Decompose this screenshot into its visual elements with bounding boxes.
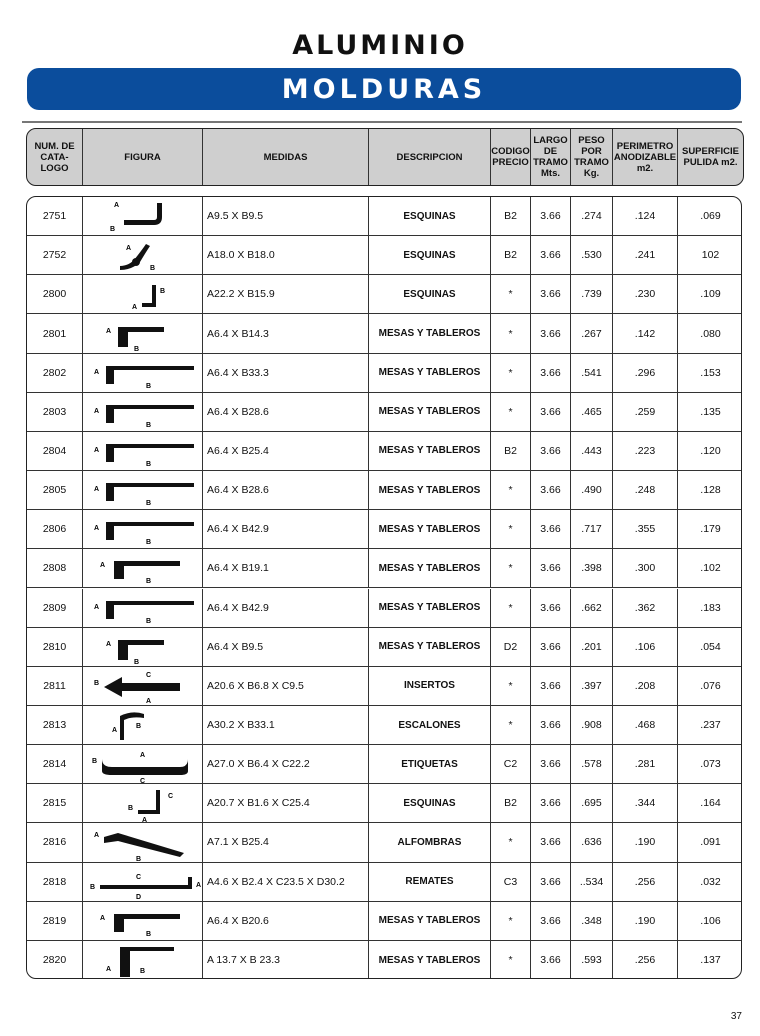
cell-code: * bbox=[491, 393, 531, 431]
cell-largo: 3.66 bbox=[531, 628, 571, 666]
cell-num: 2813 bbox=[27, 706, 83, 744]
cell-sup: .120 bbox=[700, 444, 721, 457]
cell-desc: MESAS Y TABLEROS bbox=[369, 941, 491, 979]
cell-peso: .398 bbox=[571, 549, 613, 587]
cell-perim: .468 bbox=[613, 706, 678, 744]
cell-code: B2 bbox=[491, 432, 531, 470]
svg-text:B: B bbox=[145, 578, 151, 586]
cell-num: 2801 bbox=[27, 314, 83, 352]
cell-largo: 3.66 bbox=[531, 823, 571, 861]
col-header-perimetro: PERIMETRO ANODIZABLE m2. bbox=[613, 129, 678, 185]
cell-perim: .344 bbox=[613, 784, 678, 822]
profile-figure bbox=[83, 667, 203, 705]
table-row bbox=[27, 236, 742, 275]
cell-num: 2752 bbox=[27, 236, 83, 274]
cell-largo: 3.66 bbox=[531, 667, 571, 705]
profile-figure bbox=[83, 902, 203, 940]
cell-largo: 3.66 bbox=[531, 902, 571, 940]
cell-peso: .348 bbox=[571, 902, 613, 940]
profile-figure bbox=[83, 236, 203, 274]
cell-perim: .223 bbox=[613, 432, 678, 470]
cell-sup: 102 bbox=[701, 249, 720, 262]
cell-medidas: A18.0 X B18.0 bbox=[203, 236, 369, 274]
cell-peso: .530 bbox=[571, 236, 613, 274]
svg-text:B: B bbox=[109, 226, 115, 234]
svg-text:C: C bbox=[139, 778, 145, 784]
svg-text:B: B bbox=[139, 968, 145, 976]
profile-figure bbox=[83, 628, 203, 666]
cell-num: 2809 bbox=[27, 589, 83, 627]
table-row bbox=[27, 745, 742, 784]
cell-sup: .106 bbox=[700, 914, 721, 927]
cell-peso: .201 bbox=[571, 628, 613, 666]
cell-desc: ESQUINAS bbox=[369, 197, 491, 235]
cell-num: 2804 bbox=[27, 432, 83, 470]
cell-desc: ESCALONES bbox=[369, 706, 491, 744]
cell-medidas: A6.4 X B20.6 bbox=[203, 902, 369, 940]
cell-peso: .662 bbox=[571, 589, 613, 627]
svg-text:B: B bbox=[145, 421, 151, 429]
svg-text:C: C bbox=[145, 671, 151, 679]
cell-code: C2 bbox=[491, 745, 531, 783]
cell-desc: ESQUINAS bbox=[369, 784, 491, 822]
cell-perim: .124 bbox=[613, 197, 678, 235]
cell-perim: .208 bbox=[613, 667, 678, 705]
svg-text:B: B bbox=[145, 617, 151, 625]
cell-sup: .109 bbox=[700, 288, 721, 301]
cell-peso: .636 bbox=[571, 823, 613, 861]
cell-desc: ESQUINAS bbox=[369, 236, 491, 274]
cell-sup: .128 bbox=[700, 484, 721, 497]
cell-peso: ..534 bbox=[571, 863, 613, 901]
profile-figure bbox=[83, 275, 203, 313]
svg-text:A: A bbox=[93, 486, 99, 494]
cell-sup: .179 bbox=[700, 523, 721, 536]
cell-largo: 3.66 bbox=[531, 354, 571, 392]
cell-perim: .248 bbox=[613, 471, 678, 509]
cell-num: 2819 bbox=[27, 902, 83, 940]
cell-largo: 3.66 bbox=[531, 589, 571, 627]
profile-figure bbox=[83, 393, 203, 431]
table-row bbox=[27, 863, 742, 902]
cell-perim: .230 bbox=[613, 275, 678, 313]
svg-text:A: A bbox=[105, 966, 111, 974]
cell-largo: 3.66 bbox=[531, 863, 571, 901]
svg-text:B: B bbox=[159, 288, 165, 296]
svg-text:A: A bbox=[93, 525, 99, 533]
cell-desc: MESAS Y TABLEROS bbox=[369, 589, 491, 627]
cell-code: * bbox=[491, 706, 531, 744]
cell-perim: .281 bbox=[613, 745, 678, 783]
cell-desc: MESAS Y TABLEROS bbox=[369, 432, 491, 470]
cell-code: B2 bbox=[491, 784, 531, 822]
cell-code: * bbox=[491, 549, 531, 587]
cell-code: * bbox=[491, 902, 531, 940]
table-header bbox=[26, 128, 744, 186]
profile-figure bbox=[83, 589, 203, 627]
cell-largo: 3.66 bbox=[531, 197, 571, 235]
svg-text:A: A bbox=[131, 304, 137, 312]
svg-text:B: B bbox=[145, 930, 151, 938]
cell-sup: .080 bbox=[700, 327, 721, 340]
cell-desc: MESAS Y TABLEROS bbox=[369, 314, 491, 352]
cell-num: 2806 bbox=[27, 510, 83, 548]
col-header-num: NUM. DE CATA- LOGO bbox=[27, 129, 83, 185]
cell-largo: 3.66 bbox=[531, 236, 571, 274]
cell-medidas: A6.4 X B9.5 bbox=[203, 628, 369, 666]
col-header-largo: LARGO DE TRAMO Mts. bbox=[531, 129, 571, 185]
cell-perim: .362 bbox=[613, 589, 678, 627]
profile-figure bbox=[83, 784, 203, 822]
cell-perim: .190 bbox=[613, 823, 678, 861]
cell-sup: .237 bbox=[700, 719, 721, 731]
svg-text:A: A bbox=[113, 202, 119, 210]
cell-code: B2 bbox=[491, 236, 531, 274]
cell-sup: .153 bbox=[700, 366, 721, 379]
cell-desc: ESQUINAS bbox=[369, 275, 491, 313]
cell-largo: 3.66 bbox=[531, 432, 571, 470]
col-header-figura: FIGURA bbox=[83, 129, 203, 185]
cell-num: 2818 bbox=[27, 863, 83, 901]
cell-sup: .102 bbox=[700, 562, 721, 575]
svg-text:B: B bbox=[93, 679, 99, 687]
cell-sup: .164 bbox=[700, 797, 721, 810]
cell-medidas: A6.4 X B19.1 bbox=[203, 549, 369, 587]
cell-medidas: A20.6 X B6.8 X C9.5 bbox=[203, 667, 369, 705]
svg-text:B: B bbox=[135, 723, 141, 730]
cell-largo: 3.66 bbox=[531, 549, 571, 587]
cell-num: 2811 bbox=[27, 667, 83, 705]
catalog-table bbox=[26, 196, 742, 979]
svg-text:A: A bbox=[145, 697, 151, 705]
svg-text:B: B bbox=[135, 856, 141, 862]
cell-desc: MESAS Y TABLEROS bbox=[369, 510, 491, 548]
profile-figure bbox=[83, 706, 203, 744]
table-row bbox=[27, 393, 742, 432]
cell-perim: .106 bbox=[613, 628, 678, 666]
cell-medidas: A6.4 X B14.3 bbox=[203, 314, 369, 352]
table-row bbox=[27, 314, 742, 353]
cell-code: * bbox=[491, 471, 531, 509]
profile-figure bbox=[83, 197, 203, 235]
cell-desc: ETIQUETAS bbox=[369, 745, 491, 783]
profile-figure bbox=[83, 432, 203, 470]
table-row bbox=[27, 706, 742, 745]
cell-num: 2803 bbox=[27, 393, 83, 431]
cell-peso: .578 bbox=[571, 745, 613, 783]
cell-peso: .908 bbox=[571, 706, 613, 744]
cell-num: 2800 bbox=[27, 275, 83, 313]
cell-code: * bbox=[491, 510, 531, 548]
svg-text:B: B bbox=[145, 539, 151, 547]
cell-code: * bbox=[491, 941, 531, 979]
svg-text:B: B bbox=[127, 805, 133, 813]
cell-medidas: A6.4 X B33.3 bbox=[203, 354, 369, 392]
cell-num: 2802 bbox=[27, 354, 83, 392]
svg-text:B: B bbox=[145, 382, 151, 390]
cell-largo: 3.66 bbox=[531, 471, 571, 509]
cell-peso: .397 bbox=[571, 667, 613, 705]
cell-peso: .593 bbox=[571, 941, 613, 979]
cell-code: * bbox=[491, 275, 531, 313]
cell-code: C3 bbox=[491, 863, 531, 901]
svg-text:B: B bbox=[149, 265, 155, 273]
table-row bbox=[27, 354, 742, 393]
svg-text:A: A bbox=[195, 881, 201, 889]
profile-figure bbox=[83, 314, 203, 352]
page-number: 37 bbox=[730, 1011, 742, 1022]
cell-sup: .054 bbox=[700, 640, 721, 653]
svg-text:A: A bbox=[93, 368, 99, 376]
table-row bbox=[27, 589, 742, 628]
cell-medidas: A22.2 X B15.9 bbox=[203, 275, 369, 313]
cell-medidas: A7.1 X B25.4 bbox=[203, 823, 369, 861]
cell-code: * bbox=[491, 589, 531, 627]
cell-sup: .137 bbox=[700, 954, 721, 967]
table-row bbox=[27, 432, 742, 471]
svg-text:B: B bbox=[91, 758, 97, 766]
svg-text:C: C bbox=[135, 873, 141, 881]
svg-text:A: A bbox=[105, 327, 111, 335]
table-row bbox=[27, 471, 742, 510]
svg-text:A: A bbox=[139, 752, 145, 760]
cell-medidas: A6.4 X B28.6 bbox=[203, 471, 369, 509]
cell-code: * bbox=[491, 667, 531, 705]
section-banner bbox=[27, 68, 741, 110]
cell-medidas: A6.4 X B42.9 bbox=[203, 589, 369, 627]
profile-figure bbox=[83, 510, 203, 548]
cell-desc: ALFOMBRAS bbox=[369, 823, 491, 861]
table-row bbox=[27, 823, 742, 862]
table-row bbox=[27, 510, 742, 549]
divider bbox=[22, 121, 742, 123]
svg-text:A: A bbox=[93, 407, 99, 415]
cell-desc: MESAS Y TABLEROS bbox=[369, 628, 491, 666]
cell-desc: REMATES bbox=[369, 863, 491, 901]
table-row bbox=[27, 197, 742, 236]
cell-sup: .032 bbox=[700, 875, 721, 888]
table-row bbox=[27, 549, 742, 588]
cell-largo: 3.66 bbox=[531, 510, 571, 548]
cell-perim: .259 bbox=[613, 393, 678, 431]
svg-text:B: B bbox=[145, 460, 151, 468]
cell-sup: .076 bbox=[700, 679, 721, 692]
svg-text:B: B bbox=[133, 658, 139, 666]
cell-medidas: A6.4 X B42.9 bbox=[203, 510, 369, 548]
profile-figure bbox=[83, 745, 203, 783]
cell-peso: .490 bbox=[571, 471, 613, 509]
profile-figure bbox=[83, 823, 203, 861]
cell-perim: .190 bbox=[613, 902, 678, 940]
cell-num: 2810 bbox=[27, 628, 83, 666]
cell-desc: MESAS Y TABLEROS bbox=[369, 902, 491, 940]
cell-code: * bbox=[491, 314, 531, 352]
cell-medidas: A20.7 X B1.6 X C25.4 bbox=[203, 784, 369, 822]
page-title: ALUMINIO bbox=[292, 30, 468, 61]
cell-sup: .183 bbox=[700, 601, 721, 614]
cell-code: B2 bbox=[491, 197, 531, 235]
cell-largo: 3.66 bbox=[531, 314, 571, 352]
svg-text:A: A bbox=[105, 640, 111, 648]
cell-largo: 3.66 bbox=[531, 706, 571, 744]
cell-perim: .256 bbox=[613, 941, 678, 979]
svg-text:C: C bbox=[167, 793, 173, 801]
cell-medidas: A30.2 X B33.1 bbox=[203, 706, 369, 744]
section-title: MOLDURAS bbox=[281, 73, 487, 105]
cell-num: 2808 bbox=[27, 549, 83, 587]
col-header-medidas: MEDIDAS bbox=[203, 129, 369, 185]
col-header-codigo: CODIGO PRECIO bbox=[491, 129, 531, 185]
cell-num: 2816 bbox=[27, 823, 83, 861]
svg-text:A: A bbox=[99, 562, 105, 570]
cell-perim: .355 bbox=[613, 510, 678, 548]
cell-largo: 3.66 bbox=[531, 745, 571, 783]
cell-medidas: A9.5 X B9.5 bbox=[203, 197, 369, 235]
svg-text:B: B bbox=[145, 500, 151, 508]
cell-desc: MESAS Y TABLEROS bbox=[369, 549, 491, 587]
cell-code: * bbox=[491, 823, 531, 861]
cell-peso: .465 bbox=[571, 393, 613, 431]
cell-perim: .142 bbox=[613, 314, 678, 352]
cell-largo: 3.66 bbox=[531, 393, 571, 431]
cell-peso: .695 bbox=[571, 784, 613, 822]
cell-perim: .241 bbox=[613, 236, 678, 274]
svg-text:B: B bbox=[133, 345, 139, 353]
svg-text:A: A bbox=[93, 446, 99, 454]
table-row bbox=[27, 902, 742, 941]
svg-text:D: D bbox=[135, 893, 141, 901]
profile-figure bbox=[83, 471, 203, 509]
cell-medidas: A4.6 X B2.4 X C23.5 X D30.2 bbox=[203, 863, 369, 901]
svg-text:A: A bbox=[93, 832, 99, 840]
cell-largo: 3.66 bbox=[531, 275, 571, 313]
col-header-peso: PESO POR TRAMO Kg. bbox=[571, 129, 613, 185]
profile-figure bbox=[83, 354, 203, 392]
cell-num: 2805 bbox=[27, 471, 83, 509]
cell-num: 2814 bbox=[27, 745, 83, 783]
profile-figure bbox=[83, 941, 203, 979]
cell-num: 2820 bbox=[27, 941, 83, 979]
cell-peso: .541 bbox=[571, 354, 613, 392]
cell-sup: .091 bbox=[700, 836, 721, 849]
col-header-superficie: SUPERFICIE PULIDA m2. bbox=[681, 146, 739, 168]
cell-peso: .267 bbox=[571, 314, 613, 352]
cell-peso: .739 bbox=[571, 275, 613, 313]
svg-text:A: A bbox=[125, 245, 131, 253]
table-row bbox=[27, 628, 742, 667]
svg-text:B: B bbox=[89, 883, 95, 891]
cell-desc: MESAS Y TABLEROS bbox=[369, 354, 491, 392]
cell-perim: .296 bbox=[613, 354, 678, 392]
cell-peso: .274 bbox=[571, 197, 613, 235]
cell-medidas: A6.4 X B25.4 bbox=[203, 432, 369, 470]
cell-peso: .717 bbox=[571, 510, 613, 548]
cell-medidas: A6.4 X B28.6 bbox=[203, 393, 369, 431]
cell-num: 2815 bbox=[27, 784, 83, 822]
cell-sup: .069 bbox=[700, 210, 721, 223]
table-row bbox=[27, 941, 742, 979]
svg-text:A: A bbox=[99, 914, 105, 922]
table-row bbox=[27, 784, 742, 823]
cell-perim: .300 bbox=[613, 549, 678, 587]
cell-desc: MESAS Y TABLEROS bbox=[369, 393, 491, 431]
table-row bbox=[27, 667, 742, 706]
cell-code: * bbox=[491, 354, 531, 392]
cell-code: D2 bbox=[491, 628, 531, 666]
profile-figure bbox=[83, 549, 203, 587]
cell-medidas: A 13.7 X B 23.3 bbox=[203, 941, 369, 979]
table-row bbox=[27, 275, 742, 314]
cell-desc: INSERTOS bbox=[369, 667, 491, 705]
cell-largo: 3.66 bbox=[531, 941, 571, 979]
cell-num: 2751 bbox=[27, 197, 83, 235]
profile-figure bbox=[83, 863, 203, 901]
cell-desc: MESAS Y TABLEROS bbox=[369, 471, 491, 509]
cell-largo: 3.66 bbox=[531, 784, 571, 822]
cell-peso: .443 bbox=[571, 432, 613, 470]
cell-medidas: A27.0 X B6.4 X C22.2 bbox=[203, 745, 369, 783]
svg-text:A: A bbox=[93, 603, 99, 611]
cell-sup: .135 bbox=[700, 405, 721, 418]
svg-text:A: A bbox=[111, 727, 117, 734]
svg-text:A: A bbox=[141, 817, 147, 823]
cell-perim: .256 bbox=[613, 863, 678, 901]
cell-sup: .073 bbox=[700, 758, 721, 771]
col-header-descripcion: DESCRIPCION bbox=[369, 129, 491, 185]
